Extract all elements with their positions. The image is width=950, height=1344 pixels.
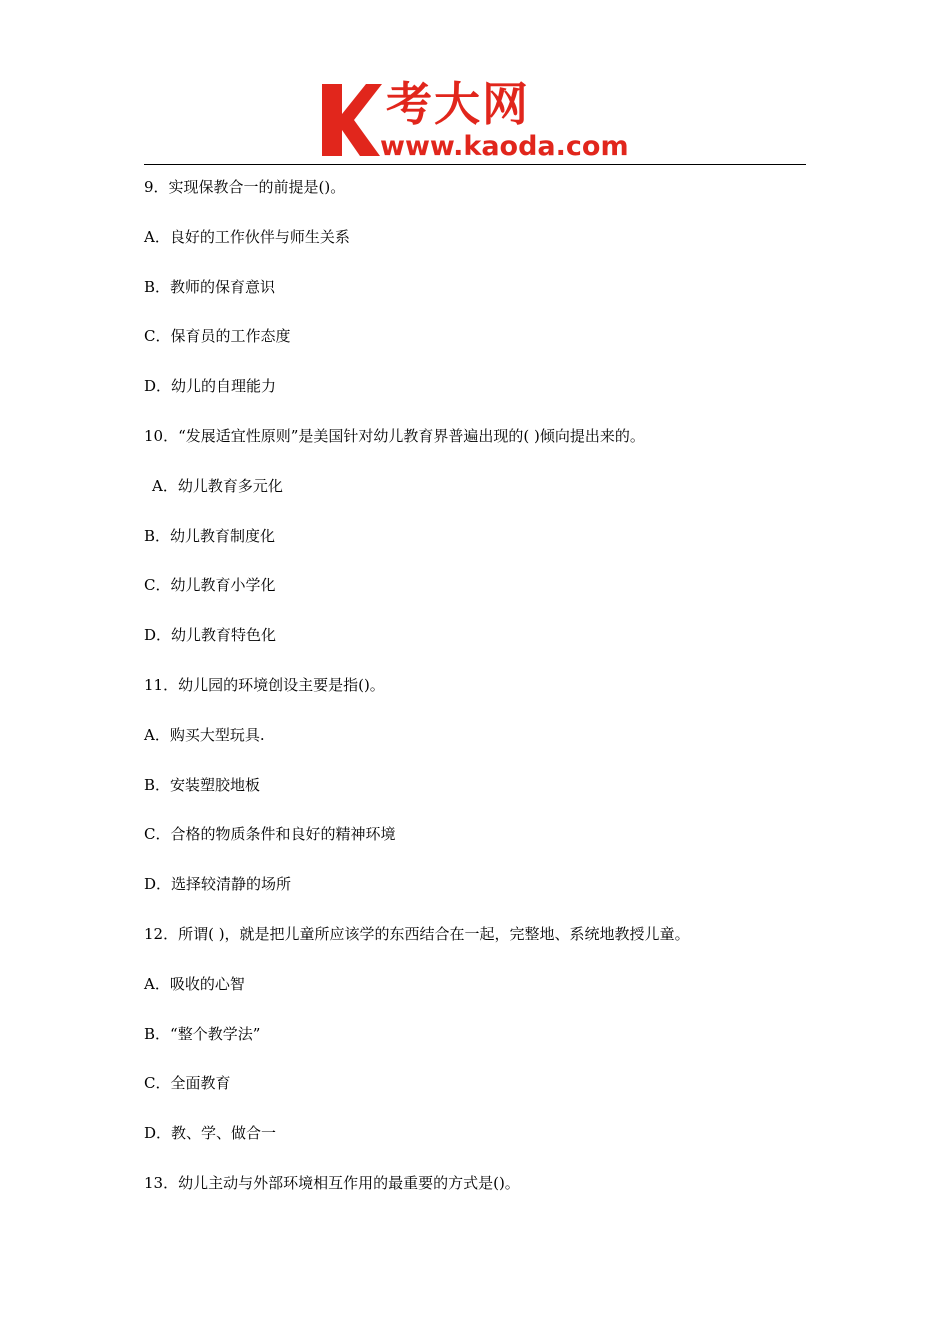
question-10 xyxy=(144,425,806,674)
page-header xyxy=(144,72,806,166)
option-c: C．幼儿教育小学化 xyxy=(144,576,276,595)
question-12 xyxy=(144,923,806,1172)
option-d: D．幼儿的自理能力 xyxy=(144,377,277,396)
option-a: A．良好的工作伙伴与师生关系 xyxy=(144,227,350,246)
question-stem: 12．所谓( )，就是把儿童所应该学的东西结合在一起，完整地、系统地教授儿童。 xyxy=(144,924,690,943)
option-c: C．保育员的工作态度 xyxy=(144,327,291,346)
option-a: A．幼儿教育多元化 xyxy=(152,476,283,495)
question-stem: 10．“发展适宜性原则”是美国针对幼儿教育界普遍出现的( )倾向提出来的。 xyxy=(144,426,645,445)
option-b: B．教师的保育意识 xyxy=(144,277,276,296)
logo-k-mark xyxy=(320,84,382,156)
logo-chinese-text: 考大网 xyxy=(386,77,530,131)
question-stem: 13．幼儿主动与外部环境相互作用的最重要的方式是()。 xyxy=(144,1173,520,1192)
question-9 xyxy=(144,176,806,425)
question-11 xyxy=(144,674,806,923)
option-c: C．合格的物质条件和良好的精神环境 xyxy=(144,825,396,844)
option-d: D．幼儿教育特色化 xyxy=(144,626,277,645)
header-divider xyxy=(144,164,806,165)
option-b: B．安装塑胶地板 xyxy=(144,775,261,794)
option-d: D．选择较清静的场所 xyxy=(144,875,292,894)
option-b: B．“整个教学法” xyxy=(144,1024,261,1043)
question-13 xyxy=(144,1172,806,1222)
question-stem: 11．幼儿园的环境创设主要是指()。 xyxy=(144,675,385,694)
question-list xyxy=(144,176,806,1222)
kaoda-logo xyxy=(320,77,640,164)
option-a: A．购买大型玩具. xyxy=(144,725,265,744)
option-c: C．全面教育 xyxy=(144,1074,231,1093)
option-b: B．幼儿教育制度化 xyxy=(144,526,276,545)
option-a: A．吸收的心智 xyxy=(144,974,245,993)
option-d: D．教、学、做合一 xyxy=(144,1124,277,1143)
question-stem: 9．实现保教合一的前提是()。 xyxy=(144,178,346,196)
logo-url-text: www.kaoda.com xyxy=(380,131,629,162)
